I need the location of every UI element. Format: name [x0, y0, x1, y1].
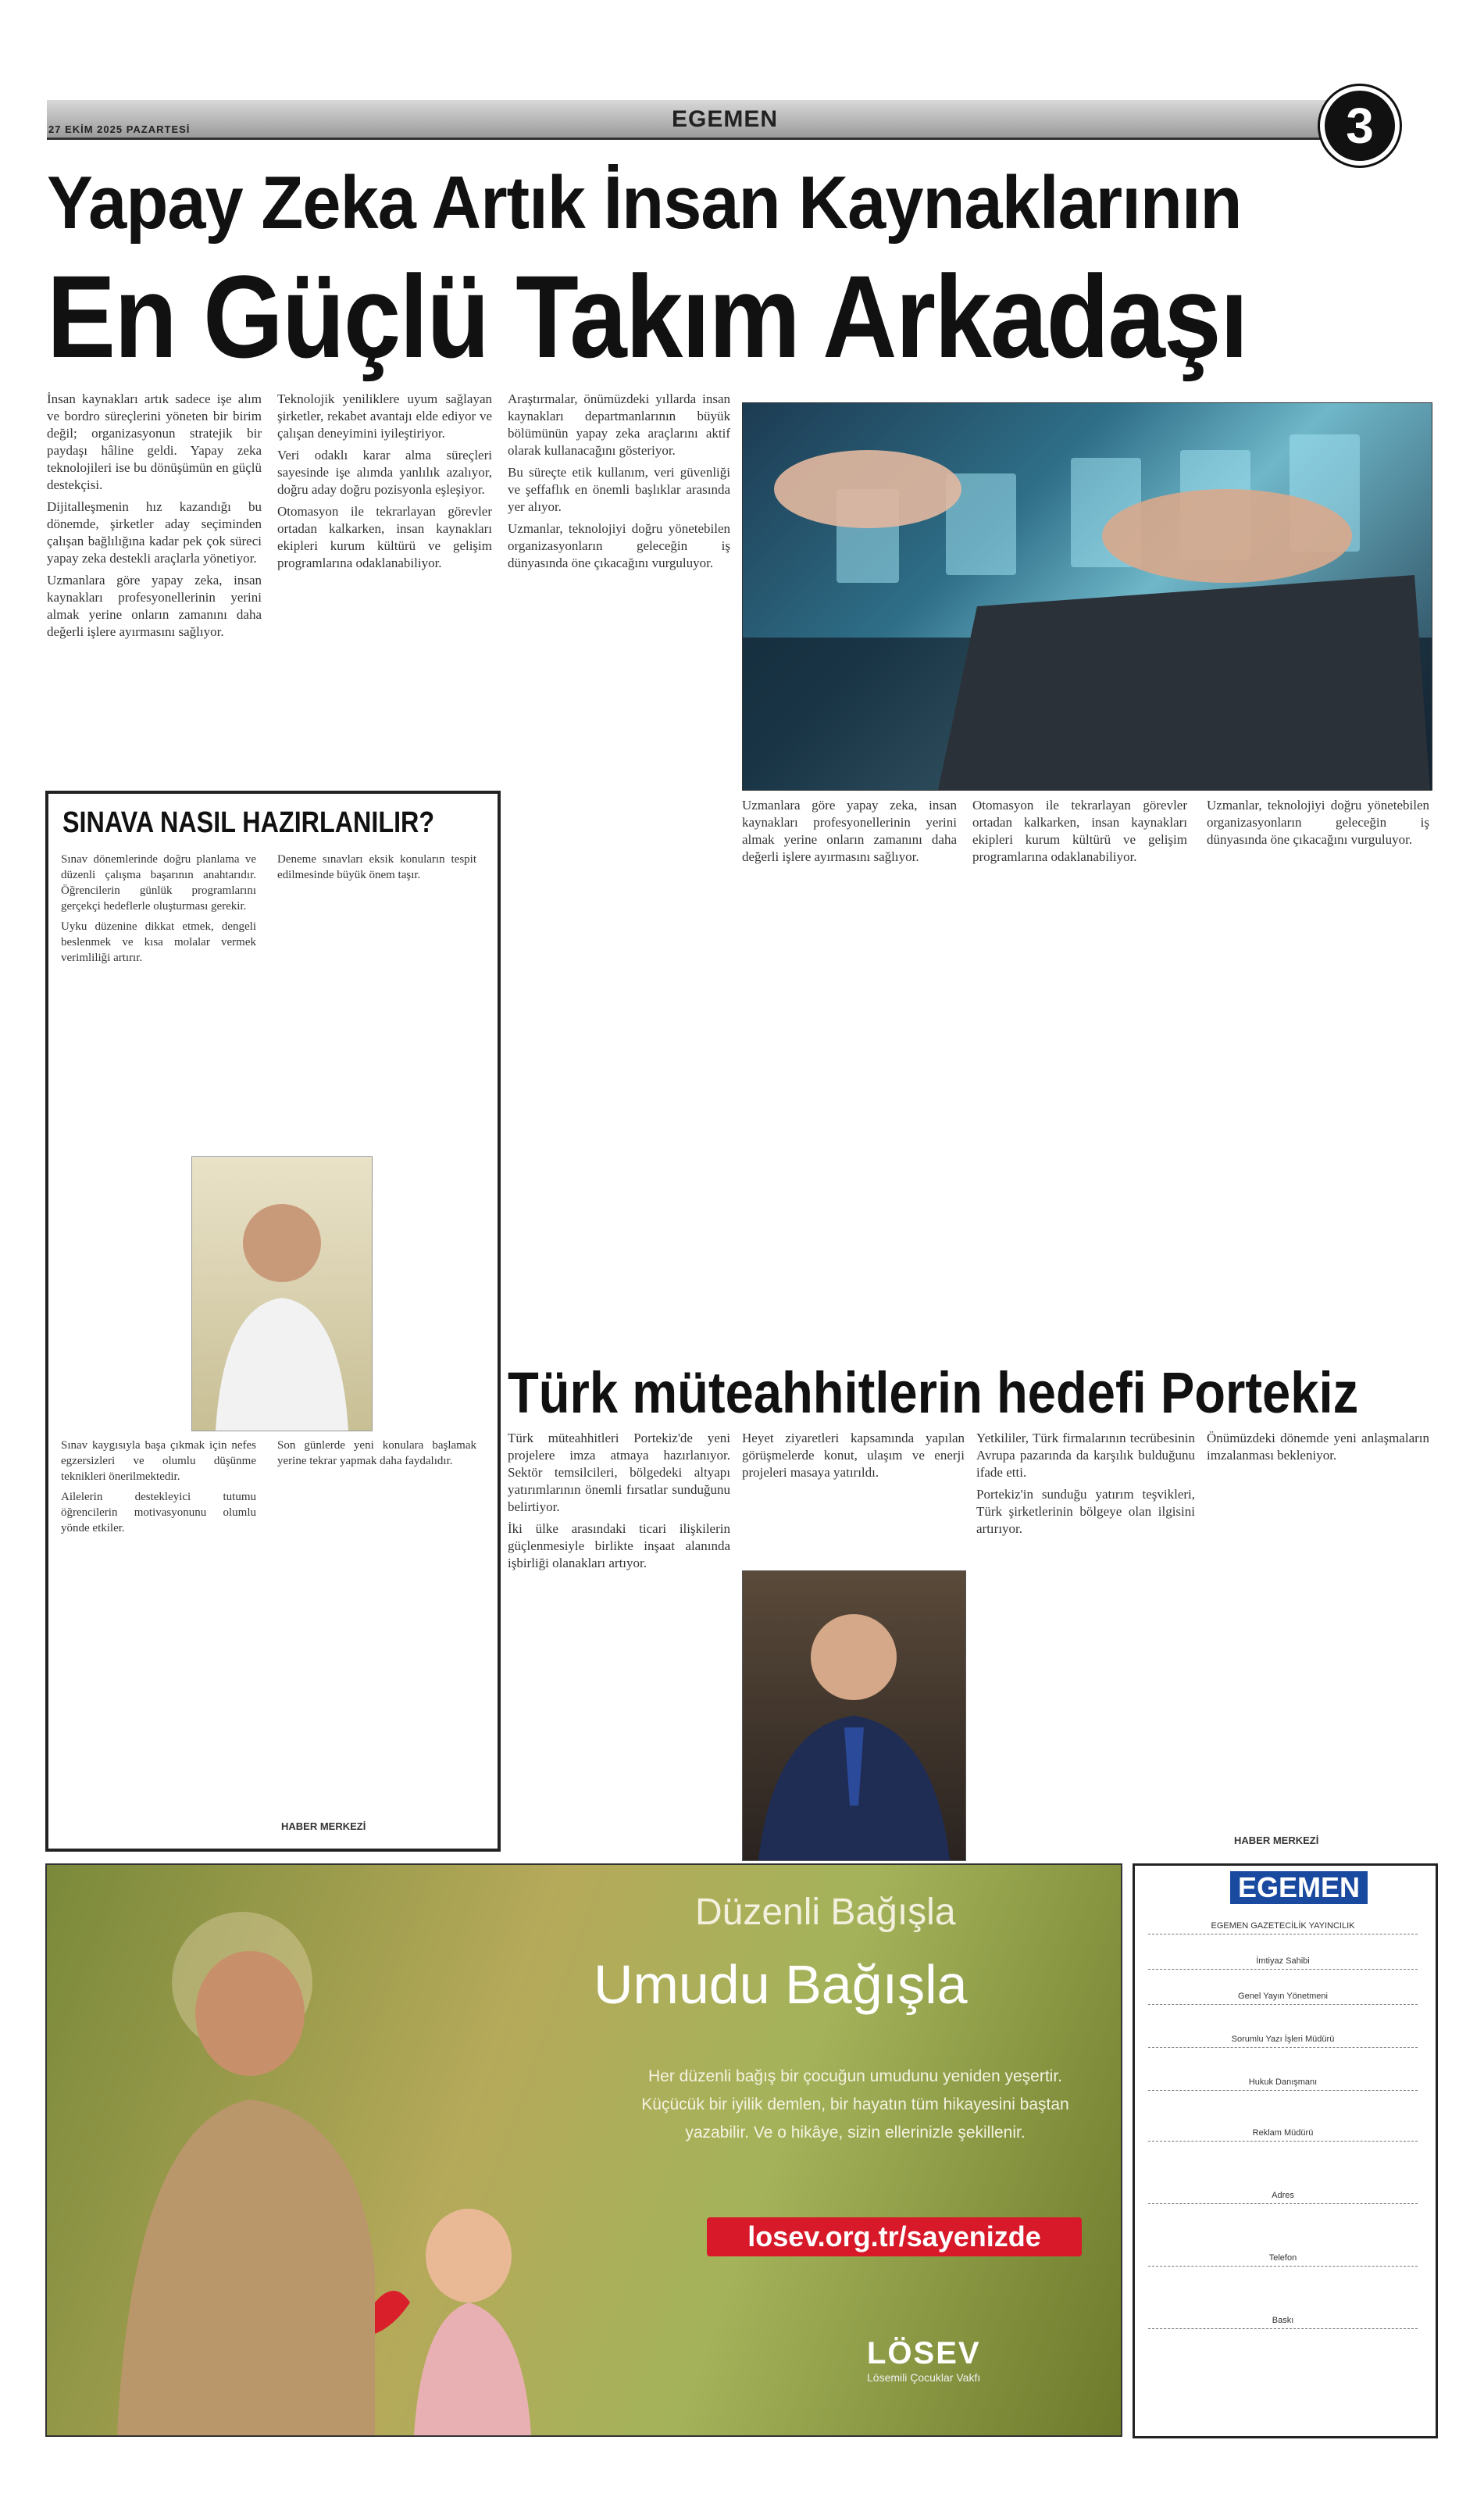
- main-headline-line1: Yapay Zeka Artık İnsan Kaynaklarının: [47, 161, 1242, 245]
- second-article-col2: [742, 1430, 965, 1563]
- paragraph: Sınav dönemlerinde doğru planlama ve düzenli çalışma başarının anahtarıdır. Öğrencilerin günlük programlarını gerçekçi hedeflerle oluşturması gerekir.: [61, 853, 256, 913]
- paragraph: Dijitalleşmenin hız kazandığı bu dönemde, şirketler aday seçiminden çalışan bağlılığına kadar pek çok süreci yapay zeka destekli araçlarla yönetiyor.: [47, 499, 262, 566]
- main-article-col2: [277, 391, 492, 785]
- second-article-col3: [976, 1430, 1195, 1852]
- losev-logo-subtitle: Lösemili Çocuklar Vakfı: [867, 2371, 981, 2384]
- hero-image-ai-laptop: [742, 402, 1432, 791]
- paragraph: Teknolojik yeniliklere uyum sağlayan şirketler, rekabet avantajı elde ediyor ve çalışan deneyimini iyileştiriyor.: [277, 391, 492, 441]
- main-article-col5: [972, 797, 1187, 1344]
- masthead-line: Genel Yayın Yönetmeni: [1148, 1988, 1418, 2005]
- side-article-photo: [191, 1156, 373, 1431]
- paragraph: Uzmanlar, teknolojiyi doğru yönetebilen organizasyonların geleceğin iş dünyasında öne çıkacağını vurguluyor.: [1207, 798, 1429, 847]
- main-headline-line2: En Güçlü Takım Arkadaşı: [47, 251, 1247, 382]
- masthead-brand: EGEMEN: [1230, 1871, 1368, 1904]
- paragraph: Uzmanlara göre yapay zeka, insan kaynakları profesyonellerinin yerini almak yerine onların zamanını daha değerli işlere ayırmasını sağlıyor.: [47, 573, 262, 639]
- brand-logo: EGEMEN: [672, 106, 779, 132]
- masthead-line: EGEMEN GAZETECİLİK YAYINCILIK: [1148, 1918, 1418, 1934]
- masthead-line: Sorumlu Yazı İşleri Müdürü: [1148, 2031, 1418, 2048]
- paragraph: İki ülke arasındaki ticari ilişkilerin güçlenmesiyle birlikte inşaat alanında işbirliği olanakları artıyor.: [508, 1521, 730, 1570]
- paragraph: Araştırmalar, önümüzdeki yıllarda insan kaynakları departmanlarının büyük bölümünün yapay zeka araçlarını aktif olarak kullanacağını gösteriyor.: [508, 391, 730, 458]
- side-article-signature: HABER MERKEZİ: [281, 1820, 366, 1832]
- ad-title-line1: Düzenli Bağışla: [695, 1892, 956, 1933]
- second-article-col4: [1207, 1430, 1429, 1828]
- paragraph: Ailelerin destekleyici tutumu öğrencilerin motivasyonunu olumlu yönde etkiler.: [61, 1491, 256, 1534]
- paragraph: Otomasyon ile tekrarlayan görevler ortadan kalkarken, insan kaynakları ekipleri kurum kültürü ve gelişim programlarına odaklanabiliyor.: [277, 504, 492, 570]
- second-article-col1: [508, 1430, 730, 1852]
- paragraph: Heyet ziyaretleri kapsamında yapılan görüşmelerde konut, ulaşım ve enerji projeleri masaya yatırıldı.: [742, 1431, 965, 1480]
- businessman-photo: [743, 1571, 965, 1860]
- paragraph: Deneme sınavları eksik konuların tespit edilmesinde büyük önem taşır.: [277, 853, 476, 881]
- paragraph: İnsan kaynakları artık sadece işe alım ve bordro süreçlerini yöneten bir birim değil; organizasyonun stratejik bir paydaşı hâline geldi. Yapay zeka teknolojileri ise bu dönüşümün en güçlü destekçisi.: [47, 391, 262, 492]
- paragraph: Türk müteahhitleri Portekiz'de yeni projelere imza atmaya hazırlanıyor. Sektör temsilcileri, bölgedeki altyapı yatırımlarının önemli fırsatlar sunduğunu belirtiyor.: [508, 1431, 730, 1514]
- masthead-line: Hukuk Danışmanı: [1148, 2074, 1418, 2091]
- paragraph: Bu süreçte etik kullanım, veri güvenliği ve şeffaflık en önemli başlıklar arasında yer alıyor.: [508, 465, 730, 514]
- masthead-line: Reklam Müdürü: [1148, 2125, 1418, 2142]
- side-article-col2: [277, 852, 476, 1149]
- paragraph: Sınav kaygısıyla başa çıkmak için nefes egzersizleri ve olumlu düşünme teknikleri önerilmektedir.: [61, 1439, 256, 1483]
- side-article-col4: [277, 1438, 476, 1805]
- main-article-col6: [1207, 797, 1429, 1328]
- paragraph: Uyku düzenine dikkat etmek, dengeli beslenmek ve kısa molalar vermek verimliliği artırır.: [61, 920, 256, 964]
- hero-illustration: [743, 403, 1432, 790]
- paragraph: Otomasyon ile tekrarlayan görevler ortadan kalkarken, insan kaynakları ekipleri kurum kültürü ve gelişim programlarına odaklanabiliyor.: [972, 798, 1187, 864]
- ad-url-link[interactable]: losev.org.tr/sayenizde: [707, 2217, 1082, 2256]
- main-article-col3: [508, 391, 730, 1352]
- losev-logo: LÖSEV: [867, 2336, 981, 2370]
- masthead-line: Telefon: [1148, 2250, 1418, 2267]
- side-article-title: SINAVA NASIL HAZIRLANILIR?: [62, 806, 435, 839]
- paragraph: Portekiz'in sunduğu yatırım teşvikleri, Türk şirketlerinin bölgeye olan ilgisini artırıyor.: [976, 1487, 1195, 1536]
- second-headline: Türk müteahhitlerin hedefi Portekiz: [508, 1360, 1359, 1425]
- paragraph: Veri odaklı karar alma süreçleri sayesinde işe alımda yanlılık azalıyor, doğru aday doğru pozisyonla eşleşiyor.: [277, 448, 492, 497]
- side-article-col1: [61, 852, 256, 1149]
- main-article-col4: [742, 797, 957, 1344]
- second-article-portrait: [742, 1570, 966, 1861]
- ad-title-line2: Umudu Bağışla: [594, 1954, 968, 2015]
- paragraph: Uzmanlara göre yapay zeka, insan kaynakları profesyonellerinin yerini almak yerine onların zamanını daha değerli işlere ayırmasını sağlıyor.: [742, 798, 957, 864]
- paragraph: Önümüzdeki dönemde yeni anlaşmaların imzalanması bekleniyor.: [1207, 1431, 1429, 1463]
- main-article-col1: [47, 391, 262, 785]
- masthead-line: Baskı: [1148, 2313, 1418, 2329]
- paragraph: Son günlerde yeni konulara başlamak yerine tekrar yapmak daha faydalıdır.: [277, 1439, 476, 1467]
- second-article-signature: HABER MERKEZİ: [1234, 1834, 1319, 1846]
- paragraph: Uzmanlar, teknolojiyi doğru yönetebilen organizasyonların geleceğin iş dünyasında öne çıkacağını vurguluyor.: [508, 521, 730, 570]
- paragraph: Yetkililer, Türk firmalarının tecrübesinin Avrupa pazarında da karşılık bulduğunu ifade etti.: [976, 1431, 1195, 1480]
- masthead-line: İmtiyaz Sahibi: [1148, 1953, 1418, 1970]
- issue-date: 27 EKİM 2025 PAZARTESİ: [48, 123, 191, 135]
- masthead-box: [1133, 1863, 1438, 2438]
- page-number: 3: [1320, 86, 1400, 166]
- ad-body-text: Her düzenli bağış bir çocuğun umudunu yeniden yeşertir. Küçücük bir iyilik demlen, bir hayatın tüm hikayesini baştan yazabilir. Ve o hikâye, sizin ellerinizle şekillenir.: [641, 2067, 1069, 2142]
- masthead-line: Adres: [1148, 2188, 1418, 2204]
- side-article-col3: [61, 1438, 256, 1828]
- person-photo: [192, 1157, 372, 1431]
